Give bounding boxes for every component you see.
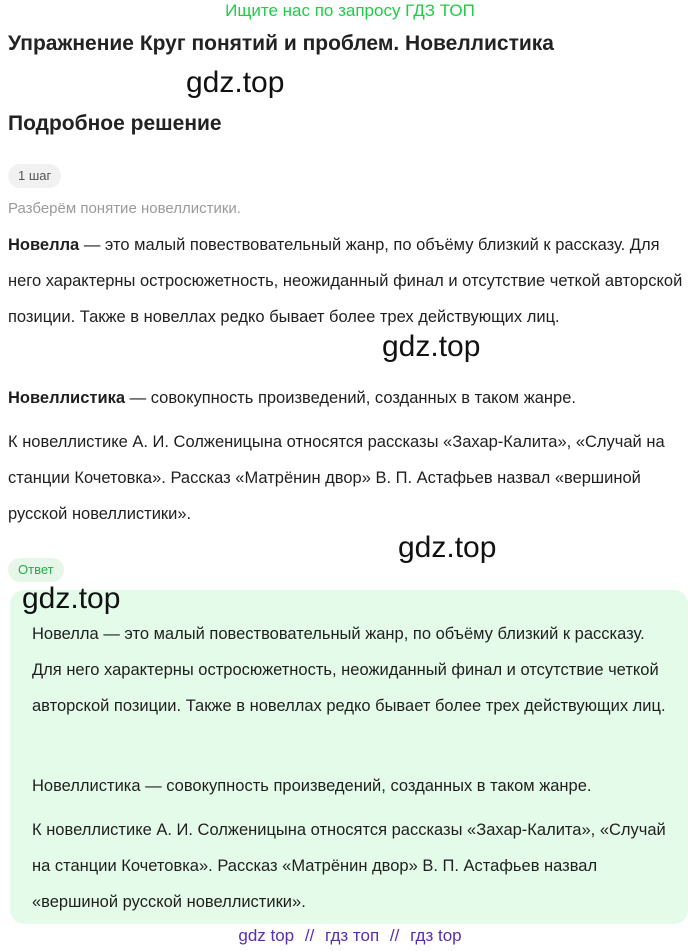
answer-badge: Ответ xyxy=(8,558,64,582)
term-novellistika: Новеллистика xyxy=(8,389,126,407)
definition-novellistika: — совокупность произведений, созданных в таком жанре. xyxy=(125,389,576,407)
search-promo-banner: Ищите нас по запросу ГДЗ ТОП xyxy=(225,1,475,20)
footer-separator: // xyxy=(389,926,400,945)
footer-separator: // xyxy=(304,926,315,945)
answer-paragraph-examples: К новеллистике А. И. Солженицына относятся рассказы «Захар-Калита», «Случай на станции Кочетовка». Рассказ «Матрёнин двор» В. П. Астафьев назвал «вершиной русской новеллистики». xyxy=(32,821,666,911)
footer-link-gdz-top[interactable]: gdz top xyxy=(238,926,295,945)
solution-paragraph-novellistika xyxy=(8,380,688,416)
definition-novella: — это малый повествовательный жанр, по объёму близкий к рассказу. Для него характерны остросюжетность, неожиданный финал и отсутствие четкой авторской позиции. Также в новеллах редко бывает более трех действующих лиц. xyxy=(8,236,683,326)
step-badge: 1 шаг xyxy=(8,164,61,188)
step-intro: Разберём понятие новеллистики. xyxy=(8,200,241,217)
solution-paragraph-novella xyxy=(8,227,688,335)
watermark: gdz.top xyxy=(186,66,285,99)
watermark: gdz.top xyxy=(22,582,121,615)
section-title: Подробное решение xyxy=(8,112,222,135)
footer-links xyxy=(0,925,700,947)
page-title: Упражнение Круг понятий и проблем. Новеллистика xyxy=(8,32,554,55)
term-novella: Новелла xyxy=(8,236,80,254)
watermark: gdz.top xyxy=(382,330,481,363)
watermark: gdz.top xyxy=(398,531,497,564)
footer-link-gdz-top-mixed[interactable]: гдз top xyxy=(410,926,462,945)
answer-paragraph-novellistika: Новеллистика — совокупность произведений, созданных в таком жанре. xyxy=(32,777,592,795)
answer-paragraph-novella: Новелла — это малый повествовательный жанр, по объёму близкий к рассказу. Для него характерны остросюжетность, неожиданный финал и отсутствие четкой авторской позиции. Также в новеллах редко бывает более трех действующих лиц. xyxy=(32,625,666,715)
solution-paragraph-examples: К новеллистике А. И. Солженицына относятся рассказы «Захар-Калита», «Случай на станции Кочетовка». Рассказ «Матрёнин двор» В. П. Астафьев назвал «вершиной русской новеллистики». xyxy=(8,433,665,523)
footer-link-gdz-top-ru[interactable]: гдз топ xyxy=(325,926,380,945)
